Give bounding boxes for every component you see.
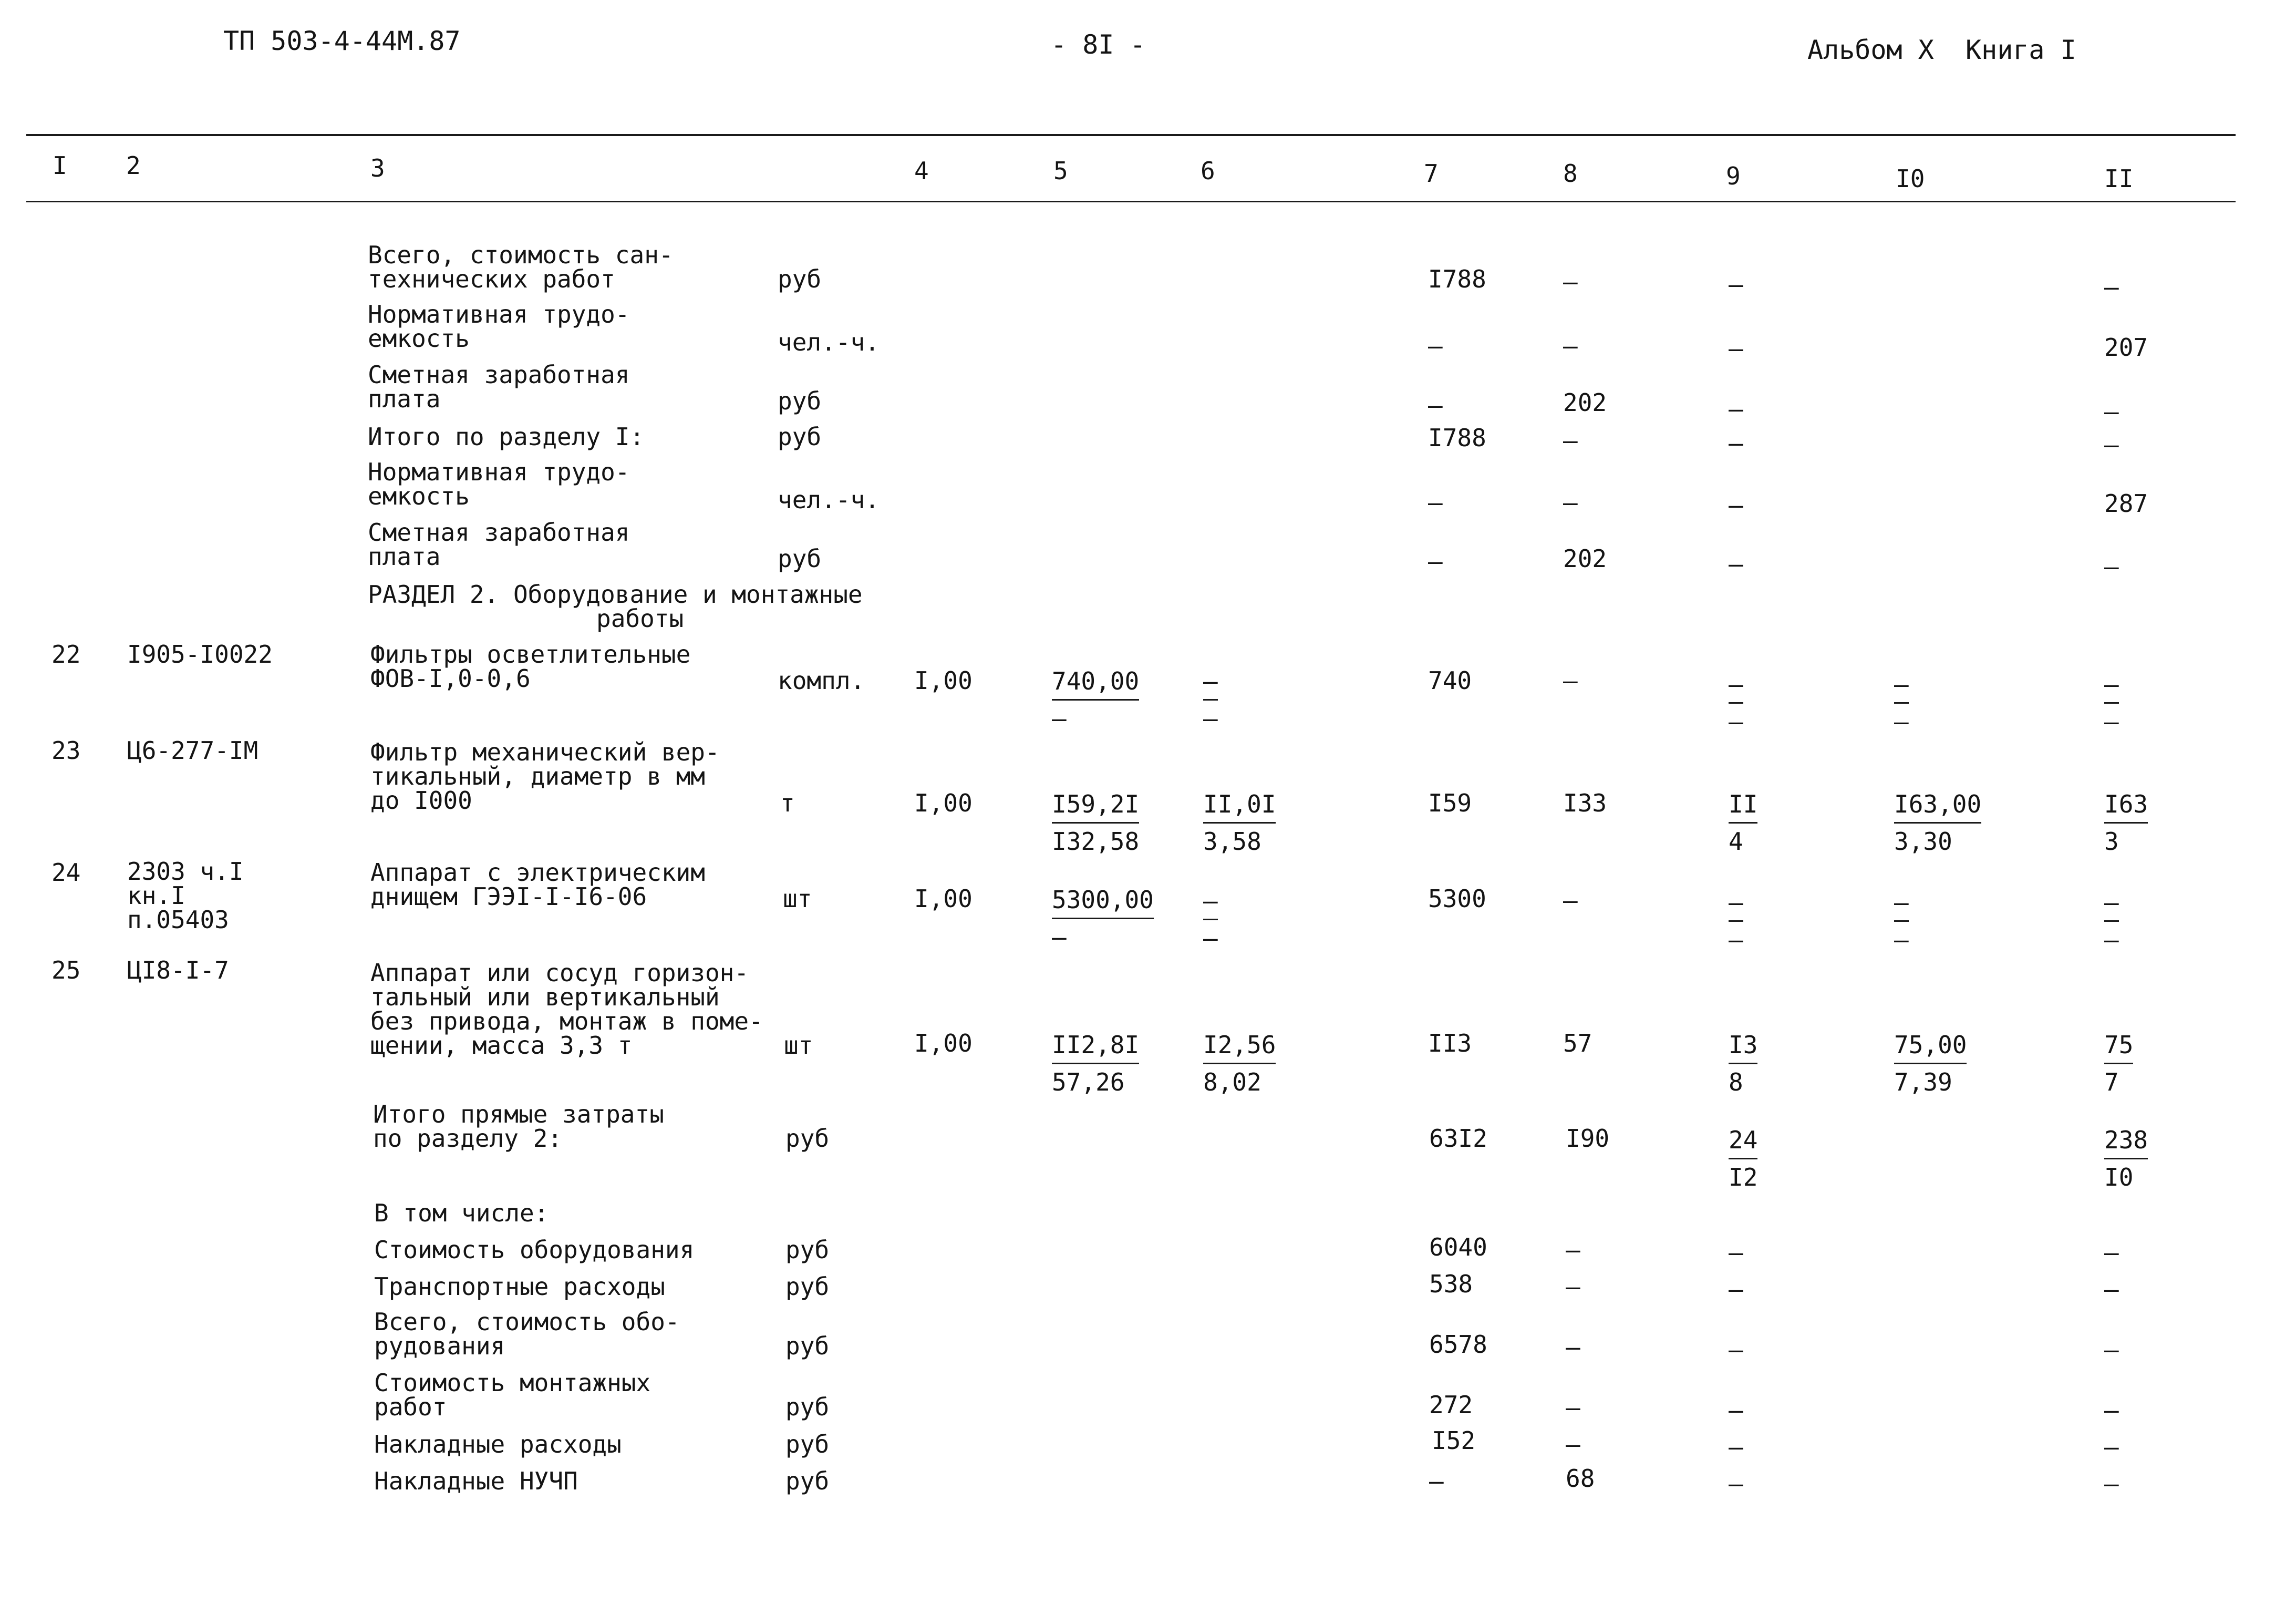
- col8-value: 57: [1563, 1029, 1592, 1057]
- col6-denominator: 8,02: [1203, 1068, 1261, 1096]
- row-unit: руб: [778, 544, 822, 573]
- row-number: 25: [51, 956, 81, 984]
- row-code: 2303 ч.I: [127, 857, 244, 886]
- row-name-line: плата: [368, 542, 441, 571]
- col5-numerator: I59,2I: [1052, 786, 1139, 824]
- col11-numerator: 238: [2104, 1122, 2148, 1159]
- col11-numerator: –: [2104, 666, 2119, 704]
- col7-value: 6040: [1429, 1233, 1487, 1261]
- document-code: ТП 503-4-44М.87: [223, 26, 461, 56]
- col7-value: –: [1428, 332, 1443, 360]
- col11-numerator: –: [2104, 885, 2119, 922]
- row-name-line: Аппарат или сосуд горизон-: [370, 959, 749, 987]
- row-code: п.05403: [127, 906, 229, 934]
- col5-fraction: [1052, 882, 1154, 955]
- col7-value: 5300: [1428, 885, 1486, 913]
- col6-fraction: [1203, 663, 1218, 736]
- col7-value: 740: [1428, 666, 1472, 695]
- row-unit: руб: [778, 387, 822, 415]
- row-unit: компл.: [778, 666, 865, 695]
- col9-value: –: [1729, 334, 1743, 363]
- col11-value: –: [2104, 552, 2119, 581]
- col10-fraction: [1894, 786, 1981, 859]
- col9-value: –: [1729, 1469, 1743, 1498]
- col7-value: 6578: [1429, 1330, 1487, 1359]
- col9-denominator: –: [1729, 707, 1743, 736]
- row-name-line: Сметная заработная: [368, 518, 630, 547]
- row-name-line: Сметная заработная: [368, 361, 630, 389]
- col11-value: –: [2104, 1335, 2119, 1364]
- page-number: - 8I -: [1051, 29, 1146, 60]
- col10-denominator: 3,30: [1894, 827, 1952, 856]
- col11-numerator: 75: [2104, 1027, 2133, 1064]
- row-unit: шт: [783, 885, 812, 913]
- col6-fraction: [1203, 786, 1276, 859]
- col9-denominator: –: [1729, 926, 1743, 954]
- col6-denominator: 3,58: [1203, 827, 1261, 856]
- col7-value: –: [1428, 391, 1443, 419]
- col7-value: –: [1429, 1467, 1444, 1495]
- row-name-line: ФОВ-I,0-0,6: [370, 664, 531, 693]
- col5-numerator: 740,00: [1052, 663, 1139, 701]
- row-name-line: Накладные НУЧП: [374, 1467, 578, 1495]
- col11-fraction: [2104, 885, 2119, 958]
- col10-numerator: 75,00: [1894, 1027, 1967, 1064]
- col11-numerator: I63: [2104, 786, 2148, 824]
- row-name-line: Всего, стоимость сан-: [368, 241, 674, 269]
- col8-value: –: [1566, 1236, 1580, 1264]
- row-unit: руб: [785, 1332, 830, 1360]
- col5-numerator: II2,8I: [1052, 1027, 1139, 1064]
- col10-denominator: –: [1894, 926, 1909, 954]
- col5-numerator: 5300,00: [1052, 882, 1154, 919]
- col11-denominator: –: [2104, 926, 2119, 954]
- col5-denominator: –: [1052, 923, 1067, 951]
- col9-fraction: [1729, 1122, 1757, 1195]
- row-name-line: по разделу 2:: [373, 1124, 563, 1153]
- col10-fraction: [1894, 885, 1909, 958]
- col6-numerator: I2,56: [1203, 1027, 1276, 1064]
- row-unit: руб: [778, 265, 822, 293]
- row-number: 23: [51, 736, 81, 765]
- col7-value: –: [1428, 547, 1443, 575]
- row-code: I905-I0022: [127, 640, 273, 669]
- col9-denominator: 8: [1729, 1068, 1743, 1096]
- row-unit: т: [780, 789, 795, 817]
- col11-value: 287: [2104, 489, 2148, 518]
- column-number: 3: [370, 154, 385, 182]
- col9-numerator: II: [1729, 786, 1757, 824]
- col9-numerator: –: [1729, 885, 1743, 922]
- col11-value: –: [2104, 397, 2119, 426]
- row-unit: руб: [785, 1236, 830, 1264]
- row-number: 22: [51, 640, 81, 669]
- col5-fraction: [1052, 1027, 1139, 1100]
- col9-denominator: 4: [1729, 827, 1743, 856]
- col5-denominator: –: [1052, 704, 1067, 733]
- col8-value: –: [1566, 1333, 1580, 1361]
- row-name-line: рудования: [374, 1332, 505, 1360]
- row-unit: руб: [785, 1124, 830, 1153]
- col11-value: –: [2104, 430, 2119, 459]
- col9-value: –: [1729, 1396, 1743, 1424]
- col9-value: –: [1729, 270, 1743, 299]
- column-number: 7: [1424, 159, 1439, 188]
- col9-value: –: [1729, 1275, 1743, 1303]
- row-code: Ц6-277-IМ: [127, 736, 258, 765]
- col11-value: –: [2104, 1275, 2119, 1303]
- col7-value: II3: [1428, 1029, 1472, 1057]
- row-name-line: технических работ: [368, 265, 615, 293]
- col9-value: –: [1729, 1238, 1743, 1267]
- col10-numerator: I63,00: [1894, 786, 1981, 824]
- row-name-line: Нормативная трудо-: [368, 300, 630, 328]
- row-name-line: Всего, стоимость обо-: [374, 1308, 680, 1336]
- row-unit: шт: [784, 1031, 813, 1060]
- row-name-line: Нормативная трудо-: [368, 458, 630, 486]
- col11-fraction: [2104, 1027, 2133, 1100]
- col6-denominator: –: [1203, 704, 1218, 733]
- col7-value: I52: [1432, 1426, 1476, 1455]
- row-code: ЦI8-I-7: [127, 956, 229, 984]
- row-name-line: Накладные расходы: [374, 1430, 622, 1458]
- col9-value: –: [1729, 429, 1743, 457]
- col6-fraction: [1203, 1027, 1276, 1100]
- col11-value: –: [2104, 1433, 2119, 1461]
- album-book-label: Альбом Х Книга I: [1807, 35, 2076, 65]
- row-name-line: емкость: [368, 482, 470, 510]
- row-name-line: без привода, монтаж в поме-: [370, 1007, 763, 1035]
- row-name-line: до I000: [370, 786, 472, 815]
- col11-fraction: [2104, 786, 2148, 859]
- col6-numerator: –: [1203, 663, 1218, 701]
- col8-value: –: [1563, 426, 1578, 455]
- col9-fraction: [1729, 885, 1743, 958]
- col9-numerator: I3: [1729, 1027, 1757, 1064]
- col6-fraction: [1203, 883, 1218, 956]
- section-2-title: РАЗДЕЛ 2. Оборудование и монтажные: [368, 580, 863, 609]
- col7-value: 272: [1429, 1391, 1473, 1419]
- column-number: 6: [1201, 157, 1215, 185]
- column-number: 8: [1563, 159, 1578, 188]
- row-name-line: тальный или вертикальный: [370, 983, 720, 1011]
- col10-denominator: 7,39: [1894, 1068, 1952, 1096]
- row-name-line: тикальный, диаметр в мм: [370, 762, 705, 790]
- row-quantity: I,00: [914, 885, 973, 913]
- col11-fraction: [2104, 666, 2119, 739]
- col11-value: –: [2104, 273, 2119, 301]
- row-unit: руб: [778, 423, 822, 451]
- row-name-line: Стоимость оборудования: [374, 1236, 695, 1264]
- row-name-line: Итого прямые затраты: [373, 1100, 664, 1128]
- col8-value: –: [1563, 268, 1578, 296]
- col9-value: –: [1729, 491, 1743, 519]
- col5-denominator: I32,58: [1052, 827, 1140, 856]
- col8-value: –: [1566, 1272, 1580, 1301]
- col8-value: –: [1563, 332, 1578, 360]
- column-number: I: [53, 151, 67, 180]
- row-name-line: Итого по разделу I:: [368, 423, 645, 451]
- row-number: 24: [51, 858, 81, 887]
- row-quantity: I,00: [914, 1029, 973, 1057]
- column-number: 2: [126, 151, 141, 180]
- row-name-line: щении, масса 3,3 т: [370, 1031, 633, 1060]
- col8-value: 202: [1563, 544, 1607, 573]
- col9-value: –: [1729, 550, 1743, 578]
- col11-denominator: I0: [2104, 1163, 2134, 1191]
- row-name-line: плата: [368, 385, 441, 413]
- row-name-line: Фильтры осветлительные: [370, 640, 691, 669]
- row-name-line: работ: [374, 1393, 447, 1421]
- column-number: II: [2104, 165, 2134, 193]
- col6-numerator: II,0I: [1203, 786, 1276, 824]
- col9-denominator: I2: [1729, 1163, 1758, 1191]
- col11-value: –: [2104, 1469, 2119, 1498]
- column-number: 4: [914, 157, 929, 185]
- col7-value: I788: [1428, 265, 1486, 293]
- col5-fraction: [1052, 663, 1139, 736]
- col11-fraction: [2104, 1122, 2148, 1195]
- col9-value: –: [1729, 395, 1743, 423]
- col7-value: I59: [1428, 789, 1472, 817]
- col11-value: –: [2104, 1396, 2119, 1424]
- col9-value: –: [1729, 1433, 1743, 1461]
- col9-numerator: 24: [1729, 1122, 1757, 1159]
- col5-denominator: 57,26: [1052, 1068, 1125, 1096]
- row-quantity: I,00: [914, 789, 973, 817]
- col7-value: 538: [1429, 1270, 1473, 1298]
- col8-value: I90: [1566, 1124, 1610, 1153]
- table-header-rule: [26, 201, 2236, 202]
- col5-fraction: [1052, 786, 1139, 859]
- column-number: I0: [1896, 165, 1925, 193]
- including-label: В том числе:: [374, 1199, 549, 1227]
- column-number: 5: [1053, 157, 1068, 185]
- row-name-line: днищем ГЭЭI-I-I6-06: [370, 882, 647, 911]
- col10-fraction: [1894, 1027, 1967, 1100]
- col10-numerator: –: [1894, 666, 1909, 704]
- row-unit: чел.-ч.: [778, 486, 880, 514]
- col11-value: –: [2104, 1238, 2119, 1267]
- col9-fraction: [1729, 1027, 1757, 1100]
- col11-denominator: –: [2104, 707, 2119, 736]
- row-unit: руб: [785, 1272, 830, 1301]
- col9-fraction: [1729, 666, 1743, 739]
- row-name-line: Фильтр механический вер-: [370, 738, 720, 766]
- section-2-title-cont: работы: [596, 604, 684, 633]
- col8-value: 68: [1566, 1464, 1595, 1493]
- row-name-line: емкость: [368, 324, 470, 353]
- col11-denominator: 3: [2104, 827, 2119, 856]
- column-number: 9: [1726, 162, 1741, 190]
- col8-value: –: [1563, 488, 1578, 517]
- col6-denominator: –: [1203, 924, 1218, 952]
- col8-value: –: [1563, 666, 1578, 695]
- table-top-rule: [26, 134, 2236, 136]
- row-unit: руб: [785, 1430, 830, 1458]
- col10-denominator: –: [1894, 707, 1909, 736]
- col10-numerator: –: [1894, 885, 1909, 922]
- row-unit: руб: [785, 1467, 830, 1495]
- col11-value: 207: [2104, 333, 2148, 362]
- col8-value: –: [1566, 1430, 1580, 1458]
- col9-numerator: –: [1729, 666, 1743, 704]
- col7-value: –: [1428, 488, 1443, 517]
- col9-fraction: [1729, 786, 1757, 859]
- row-unit: руб: [785, 1393, 830, 1421]
- col8-value: I33: [1563, 789, 1607, 817]
- col7-value: 63I2: [1429, 1124, 1487, 1153]
- col11-denominator: 7: [2104, 1068, 2119, 1096]
- row-unit: чел.-ч.: [778, 328, 880, 356]
- col8-value: 202: [1563, 388, 1607, 417]
- col10-fraction: [1894, 666, 1909, 739]
- row-quantity: I,00: [914, 666, 973, 695]
- row-code: кн.I: [127, 881, 185, 910]
- col9-value: –: [1729, 1335, 1743, 1364]
- row-name-line: Аппарат с электрическим: [370, 858, 705, 887]
- row-name-line: Транспортные расходы: [374, 1272, 665, 1301]
- row-name-line: Стоимость монтажных: [374, 1369, 651, 1397]
- col8-value: –: [1563, 886, 1578, 914]
- col7-value: I788: [1428, 424, 1486, 452]
- col8-value: –: [1566, 1393, 1580, 1422]
- col6-numerator: –: [1203, 883, 1218, 920]
